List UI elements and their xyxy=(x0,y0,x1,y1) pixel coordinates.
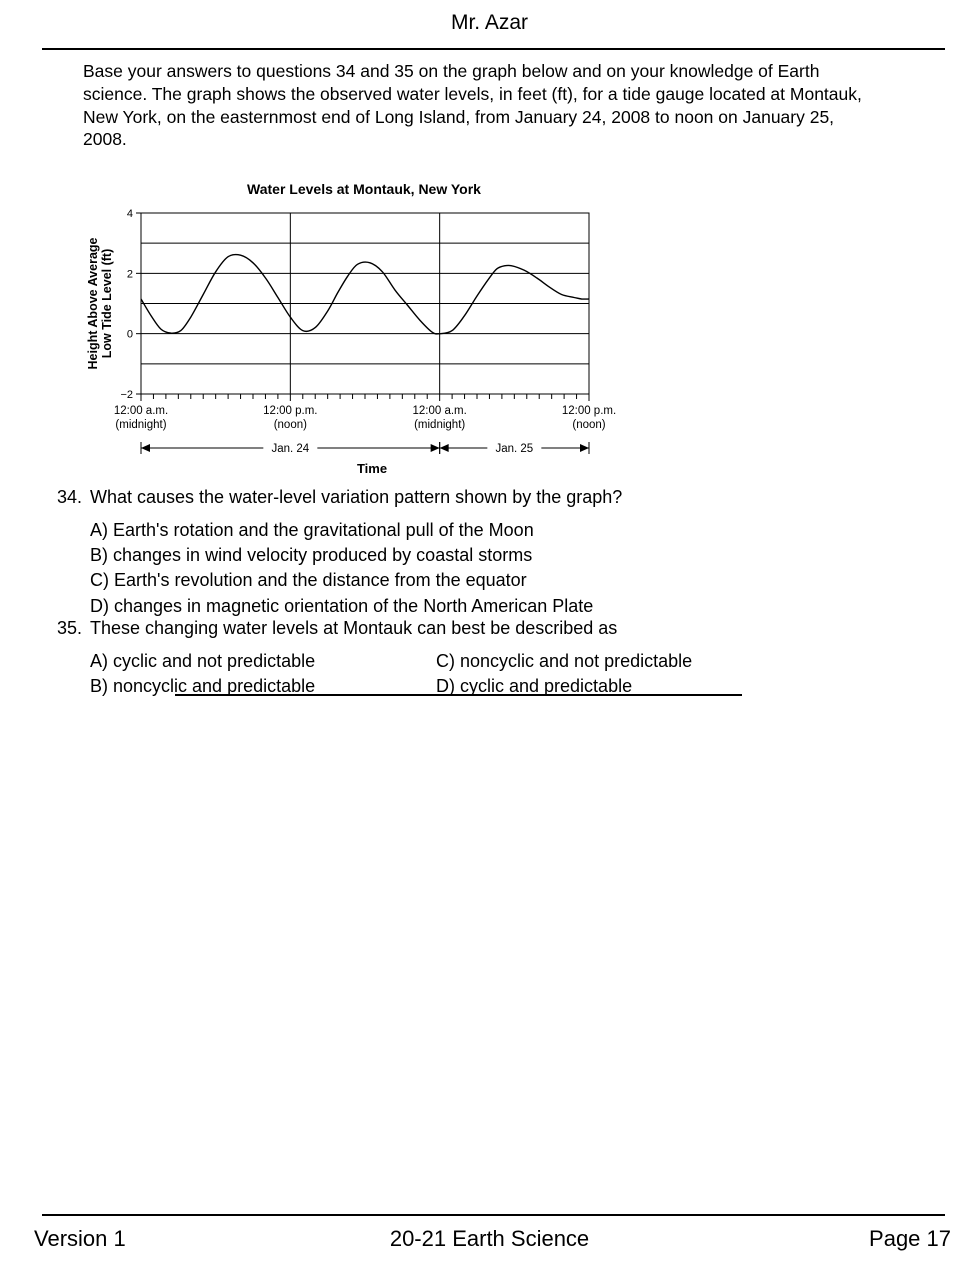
date-range-arrow-right xyxy=(431,444,440,452)
q35-text: These changing water levels at Montauk can best be described as xyxy=(90,618,618,638)
date-range-arrow-right xyxy=(580,444,589,452)
date-range-arrow-left xyxy=(141,444,150,452)
q34-number: 34. xyxy=(57,487,83,507)
x-tick-note: (noon) xyxy=(273,419,307,431)
footer-page: Page 17 xyxy=(869,1226,951,1251)
intro-paragraph: Base your answers to questions 34 and 35 on the graph below and on your knowledge of Earth science. The graph shows the observed water levels, in feet (ft), for a tide gauge located at Montauk, New York, on the easternmost end of Long Island, from January 24, 2008 to noon on January 25, 2008. xyxy=(83,61,862,150)
footer-version: Version 1 xyxy=(34,1226,126,1251)
q35-option-d[interactable]: D) cyclic and predictable xyxy=(436,676,633,696)
q34-option-c[interactable]: C) Earth's revolution and the distance from the equator xyxy=(90,570,527,590)
x-tick-label: 12:00 p.m. xyxy=(561,405,617,417)
q34-text: What causes the water-level variation pattern shown by the graph? xyxy=(90,487,623,507)
x-tick-note: (noon) xyxy=(572,419,606,431)
header-rule xyxy=(42,48,945,50)
tide-chart xyxy=(0,170,700,485)
q34-option-a[interactable]: A) Earth's rotation and the gravitational pull of the Moon xyxy=(90,520,534,540)
chart-title: Water Levels at Montauk, New York xyxy=(247,181,481,197)
x-tick-note: (midnight) xyxy=(414,419,466,431)
water-level-line xyxy=(141,255,589,334)
footer-rule xyxy=(42,1214,945,1216)
q35-option-b[interactable]: B) noncyclic and predictable xyxy=(90,676,316,696)
y-axis-label-line1: Height Above Average xyxy=(86,237,100,370)
footer-course: 20-21 Earth Science xyxy=(389,1226,590,1251)
y-axis-label-line2: Low Tide Level (ft) xyxy=(100,248,114,359)
date-range-arrow-left xyxy=(440,444,449,452)
y-tick-label: 0 xyxy=(126,328,133,341)
date-range-label: Jan. 24 xyxy=(271,443,310,455)
x-tick-label: 12:00 a.m. xyxy=(412,405,467,417)
y-tick-label: −2 xyxy=(120,389,133,401)
header-author: Mr. Azar xyxy=(450,11,529,34)
y-tick-label: 4 xyxy=(126,208,133,220)
q34-option-d[interactable]: D) changes in magnetic orientation of the North American Plate xyxy=(90,596,594,616)
x-tick-label: 12:00 a.m. xyxy=(113,405,169,417)
q35-option-a[interactable]: A) cyclic and not predictable xyxy=(90,651,316,671)
x-tick-note: (midnight) xyxy=(115,419,167,431)
x-axis-label: Time xyxy=(356,461,388,476)
q35-option-c[interactable]: C) noncyclic and not predictable xyxy=(436,651,693,671)
q34-option-b[interactable]: B) changes in wind velocity produced by coastal storms xyxy=(90,545,533,565)
date-range-label: Jan. 25 xyxy=(495,443,534,455)
y-tick-label: 2 xyxy=(126,268,133,281)
q35-number: 35. xyxy=(57,618,83,638)
x-tick-label: 12:00 p.m. xyxy=(263,405,318,417)
answer-underline xyxy=(175,694,742,696)
